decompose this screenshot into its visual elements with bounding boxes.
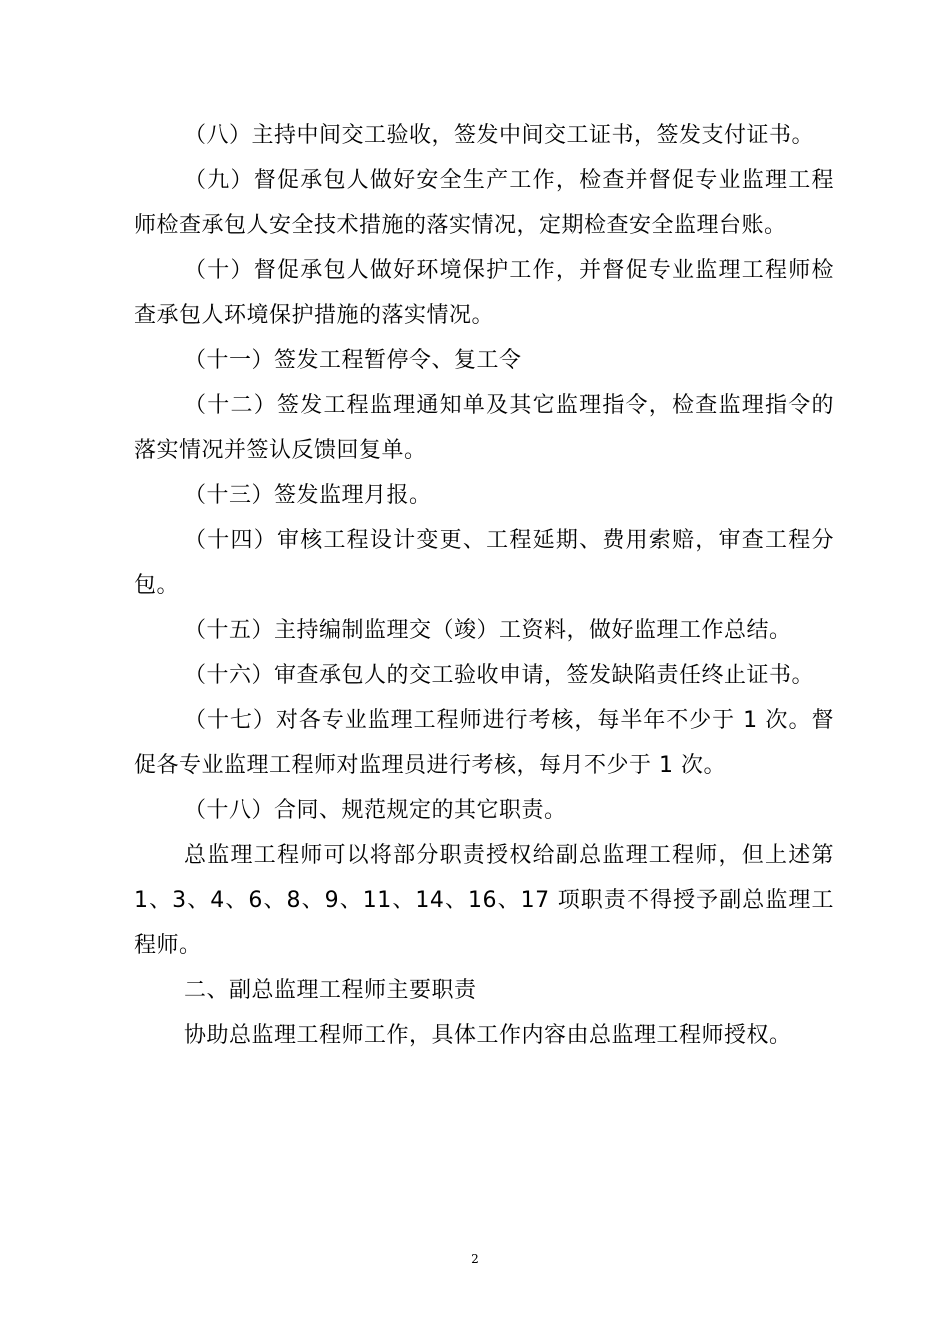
paragraph-duty-17: （十七）对各专业监理工程师进行考核，每半年不少于 1 次。督促各专业监理工程师对监理员进行考核，每月不少于 1 次。	[134, 708, 834, 778]
paragraph-duty-15: （十五）主持编制监理交（竣）工资料，做好监理工作总结。	[184, 618, 792, 643]
section-heading: 二、副总监理工程师主要职责	[184, 978, 477, 1003]
paragraph-duty-10: （十）督促承包人做好环境保护工作，并督促专业监理工程师检查承包人环境保护措施的落实情况。	[134, 258, 834, 328]
paragraph-duty-12: （十二）签发工程监理通知单及其它监理指令，检查监理指令的落实情况并签认反馈回复单。	[134, 393, 834, 463]
paragraph-duty-8: （八）主持中间交工验收，签发中间交工证书，签发支付证书。	[184, 123, 815, 148]
paragraph-duty-14: （十四）审核工程设计变更、工程延期、费用索赔，审查工程分包。	[134, 528, 834, 598]
paragraph-duty-16: （十六）审查承包人的交工验收申请，签发缺陷责任终止证书。	[184, 663, 815, 688]
paragraph-duty-9: （九）督促承包人做好安全生产工作，检查并督促专业监理工程师检查承包人安全技术措施的落实情况，定期检查安全监理台账。	[134, 168, 834, 238]
paragraph-delegation-note: 总监理工程师可以将部分职责授权给副总监理工程师，但上述第 1、3、4、6、8、9、11、14、16、17 项职责不得授予副总监理工程师。	[134, 843, 834, 958]
paragraph-duty-18: （十八）合同、规范规定的其它职责。	[184, 798, 567, 823]
page-number: 2	[471, 1252, 479, 1266]
document-body	[134, 113, 834, 1058]
paragraph-duty-11: （十一）签发工程暂停令、复工令	[184, 348, 522, 373]
paragraph-duty-13: （十三）签发监理月报。	[184, 483, 432, 508]
paragraph-deputy-duties: 协助总监理工程师工作，具体工作内容由总监理工程师授权。	[184, 1023, 792, 1048]
